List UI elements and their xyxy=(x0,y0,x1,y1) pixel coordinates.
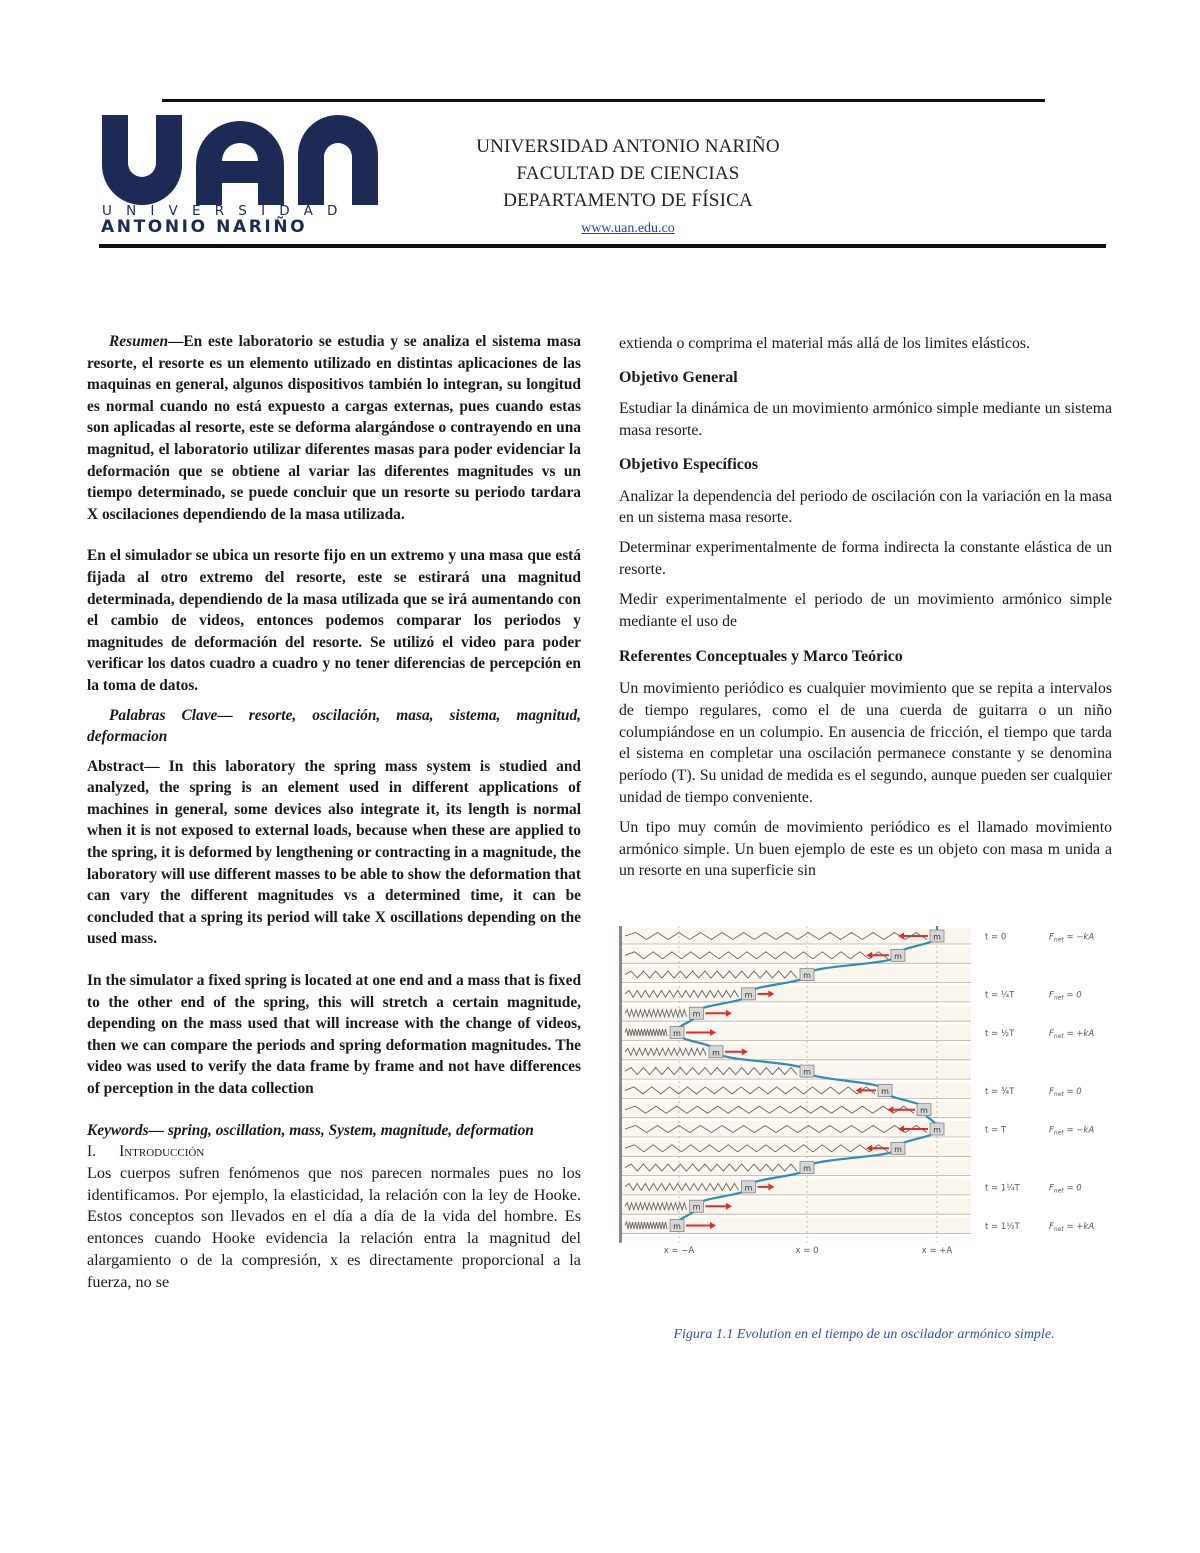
figure-mass-label: m xyxy=(803,1164,811,1174)
resumen-paragraph xyxy=(87,331,581,525)
figure-time-label: t = T xyxy=(985,1125,1007,1136)
figure-mass-label: m xyxy=(920,1106,928,1116)
referentes-heading: Referentes Conceptuales y Marco Teórico xyxy=(619,648,903,666)
figure-axis-label: x = −A xyxy=(663,1245,695,1254)
figure-mass-label: m xyxy=(692,1202,701,1212)
figure-axis-label: x = 0 xyxy=(795,1245,819,1254)
figure-force-subscript: net xyxy=(1053,994,1064,1002)
figure-mass-label: m xyxy=(803,1067,811,1077)
figure-force-subscript: net xyxy=(1053,1226,1064,1233)
figure-force-subscript: net xyxy=(1053,1129,1064,1137)
objetivo-especificos-heading: Objetivo Específicos xyxy=(619,455,759,473)
keywords-label: Keywords xyxy=(87,1121,149,1139)
university-url-link[interactable]: www.uan.edu.co xyxy=(581,221,675,236)
intro-paragraph: Los cuerpos sufren fenómenos que nos parecen normales pues no los identificamos. Por ejemplo, la elasticidad, la relación con la ley de Hooke. Estos conceptos son llevados en el día a día de la vida del hombre. Es entonces cuando Hooke evidencia la relación entra la magnitud del alargamiento o de la compresión, x es directamente proporcional a la fuerza, no se xyxy=(87,1163,581,1291)
figure-mass-label: m xyxy=(933,1125,941,1135)
faculty-name: FACULTAD DE CIENCIAS xyxy=(516,163,740,184)
figure-time-label: t = 1½T xyxy=(985,1222,1020,1232)
figure-time-label: t = ½T xyxy=(985,1029,1015,1039)
figure-row-band xyxy=(619,1140,971,1156)
keywords-paragraph xyxy=(87,1120,581,1142)
figure-time-label: t = ¼T xyxy=(985,990,1015,1001)
figure-force-label: $F_{net} = 0$ xyxy=(1049,1183,1082,1195)
department-name: DEPARTAMENTO DE FÍSICA xyxy=(503,190,753,211)
university-name: UNIVERSIDAD ANTONIO NARIÑO xyxy=(476,136,780,157)
logo-line1: UNIVERSIDAD xyxy=(102,203,352,219)
figure-force-subscript: net xyxy=(1053,936,1064,944)
figure-force-value: = −kA xyxy=(1063,1125,1095,1136)
referentes-paragraph-2: Un tipo muy común de movimiento periódico es el llamado movimiento armónico simple. Un buen ejemplo de este es un objeto con masa m unida a un resorte en una superficie sin xyxy=(619,818,1112,880)
objetivo-especifico-2: Determinar experimentalmente de forma indirecta la constante elástica de un resorte. xyxy=(619,539,1112,578)
section-heading xyxy=(87,1141,581,1163)
figure-mass-label: m xyxy=(894,1144,902,1154)
figure-force-label: $F_{net} = 0$ xyxy=(1049,990,1082,1002)
intro-continued: extienda o comprima el material más allá de los limites elásticos. xyxy=(619,335,1031,352)
figure-force-label: $F_{net} = 0$ xyxy=(1049,1086,1082,1098)
figure-axis-label: x = +A xyxy=(921,1245,953,1254)
figure-rows xyxy=(619,926,971,1243)
logo-line2: ANTONIO NARIÑO xyxy=(101,217,308,233)
objetivo-especifico-1: Analizar la dependencia del periodo de oscilación con la variación en la masa en un sistema masa resorte. xyxy=(619,487,1112,527)
figure-force-value: = +kA xyxy=(1063,1222,1095,1232)
figure-force-label: $F_{net} = -kA$ xyxy=(1049,1125,1095,1137)
figure-force-subscript: net xyxy=(1053,1090,1064,1098)
figure-force-value: = 0 xyxy=(1063,1183,1082,1194)
figure-mass-label: m xyxy=(712,1048,720,1058)
figure-mass-label: m xyxy=(803,971,811,981)
figure-mass-label: m xyxy=(744,1183,753,1193)
figure-caption: Figura 1.1 Evolution en el tiempo de un oscilador armónico simple. xyxy=(673,1327,1055,1342)
abstract-paragraph xyxy=(87,756,581,950)
abstract-label: Abstract xyxy=(87,757,145,775)
simulator-en-paragraph: In the simulator a fixed spring is located at one end and a mass that is fixed to the other end of the spring, this will stretch a certain magnitude, depending on the mass used that will increase with the change of videos, then we can compare the periods and spring deformation magnitudes. The video was used to verify the data frame by frame and not have differences of perception in the data collection xyxy=(87,972,581,1097)
figure-wall xyxy=(619,926,622,1243)
section-title: Introducción xyxy=(119,1143,205,1161)
right-column xyxy=(619,333,1112,882)
uan-logo xyxy=(98,113,388,233)
left-column xyxy=(87,331,581,1294)
figure-force-label: $F_{net} = -kA$ xyxy=(1049,932,1095,944)
figure-mass-label: m xyxy=(894,951,902,961)
resumen-text: —En este laboratorio se estudia y se analiza el sistema masa resorte, el resorte es un elemento utilizado en distintas aplicaciones de las maquinas en general, algunos dispositivos también lo integran, su longitud es normal cuando no está expuesto a cargas externas, pues cuando estas son aplicadas al resorte, este se deforma alargándose o contrayendo en una magnitud, el laboratorio utilizar diferentes masas para poder evidenciar la deformación que se obtiene al variar las diferentes magnitudes vs un tiempo determinado, se puede concluir que un resorte su periodo tardara X oscilaciones dependiendo de la masa utilizada. xyxy=(87,333,581,523)
figure-row-band xyxy=(619,1082,971,1098)
figure-mass-label: m xyxy=(933,932,941,942)
figure-force-subscript: net xyxy=(1053,1187,1064,1195)
figure-mass-label: m xyxy=(744,990,753,1000)
figure-force-value: = 0 xyxy=(1063,1086,1082,1097)
figure-mass-label: m xyxy=(692,1009,701,1019)
palabras-clave-paragraph xyxy=(87,705,581,748)
figure-mass-label: m xyxy=(673,1222,681,1231)
section-number: I. xyxy=(87,1143,96,1161)
figure-time-label: t = ¾T xyxy=(985,1086,1015,1097)
resumen-label: Resumen xyxy=(109,333,169,350)
figure-mass-label: m xyxy=(673,1029,681,1038)
figure-force-value: = 0 xyxy=(1063,990,1082,1001)
palabras-text: — resorte, oscilación, masa, sistema, magnitud, deformacion xyxy=(87,706,582,746)
figure-row-band xyxy=(619,1044,971,1060)
simulator-es-paragraph: En el simulador se ubica un resorte fijo en un extremo y una masa que está fijada al otro extremo del resorte, este se estirará una magnitud determinada, dependiendo de la masa utilizada que se irá aumentando con el cambio de videos, entonces podemos comparar los periodos y magnitudes de deformación del resorte. Se utilizó el video para poder verificar los datos cuadro a cuadro y no tener diferencias de percepción en la toma de datos. xyxy=(87,547,581,694)
header-rule-top xyxy=(162,99,1045,102)
figure-force-label: $F_{net} = +kA$ xyxy=(1049,1222,1095,1233)
figure-force-subscript: net xyxy=(1053,1033,1064,1040)
referentes-paragraph-1: Un movimiento periódico es cualquier movimiento que se repita a intervalos de tiempo regulares, como el de una cuerda de guitarra o un niño columpiándose en un columpio. En ausencia de fricción, el tiempo que tarda el sistema en completar una oscilación permanece constante y se denomina período (T). Su unidad de medida es el segundo, aunque pueden ser cualquier unidad de tiempo conveniente. xyxy=(619,679,1112,806)
university-heading xyxy=(400,133,856,241)
figure-time-label: t = 0 xyxy=(985,932,1007,943)
figure-force-label: $F_{net} = +kA$ xyxy=(1049,1029,1095,1040)
palabras-label: Palabras Clave xyxy=(109,706,218,724)
figure-force-value: = −kA xyxy=(1063,932,1095,943)
figure-force-value: = +kA xyxy=(1063,1029,1095,1039)
objetivo-especifico-3: Medir experimentalmente el periodo de un movimiento armónico simple mediante el uso de xyxy=(619,590,1112,630)
figure-time-label: t = 1¼T xyxy=(985,1183,1020,1194)
objetivo-general-text: Estudiar la dinámica de un movimiento armónico simple mediante un sistema masa resorte. xyxy=(619,400,1112,440)
header-rule-bottom xyxy=(99,244,1106,248)
figure-mass-label: m xyxy=(881,1086,889,1096)
keywords-text: — spring, oscillation, mass, System, magnitude, deformation xyxy=(148,1121,534,1139)
abstract-text: — In this laboratory the spring mass system is studied and analyzed, the spring is an element used in different applications of machines in general, some devices also integrate it, its length is normal when it is not exposed to external loads, because when these are applied to the spring, it is deformed by lengthening or contracting in a magnitude, the laboratory will use different masses to be able to show the deformation that can vary the different magnitudes vs a determined time, it can be concluded that a spring its period will take X oscillations depending on the used mass. xyxy=(87,757,581,948)
figure-row-band xyxy=(619,947,971,963)
objetivo-general-heading: Objetivo General xyxy=(619,368,738,386)
sho-figure xyxy=(619,926,1117,1254)
